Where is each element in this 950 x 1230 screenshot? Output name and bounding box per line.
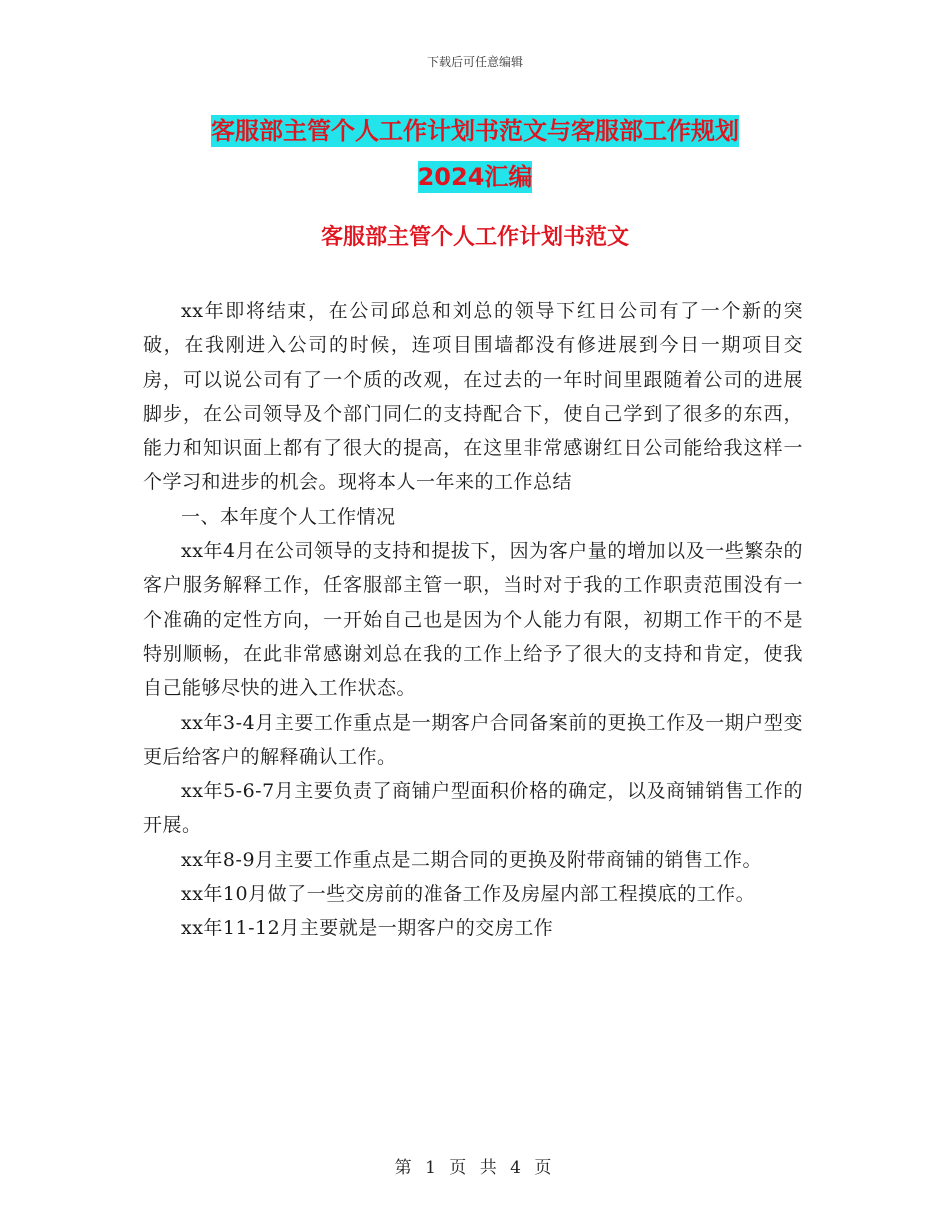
title-line-1: 客服部主管个人工作计划书范文与客服部工作规划 <box>211 117 739 145</box>
document-body <box>143 294 803 946</box>
header-note: 下载后可任意编辑 <box>426 55 523 69</box>
page-footer: 第 1 页 共 4 页 <box>394 1158 556 1178</box>
paragraph: xx年11-12月主要就是一期客户的交房工作 <box>181 917 554 940</box>
title-line-2: 2024汇编 <box>417 163 533 191</box>
paragraph: xx年4月在公司领导的支持和提拔下，因为客户量的增加以及一些繁杂的客户服务解释工作，任客服部主管一职，当时对于我的工作职责范围没有一个准确的定性方向，一开始自己也是因为个人能力有限，初期工作干的不是特别顺畅，在此非常感谢刘总在我的工作上给予了很大的支持和肯定，使我自己能够尽快的进入工作状态。 <box>143 540 803 700</box>
paragraph: xx年5-6-7月主要负责了商铺户型面积价格的确定，以及商铺销售工作的开展。 <box>143 780 803 837</box>
paragraph: xx年即将结束，在公司邱总和刘总的领导下红日公司有了一个新的突破，在我刚进入公司的时候，连项目围墙都没有修进展到今日一期项目交房，可以说公司有了一个质的改观，在过去的一年时间里跟随着公司的进展脚步，在公司领导及个部门同仁的支持配合下，使自己学到了很多的东西，能力和知识面上都有了很大的提高，在这里非常感谢红日公司能给我这样一个学习和进步的机会。现将本人一年来的工作总结 <box>143 300 803 494</box>
paragraph: 一、本年度个人工作情况 <box>181 505 396 528</box>
paragraph: xx年8-9月主要工作重点是二期合同的更换及附带商铺的销售工作。 <box>181 848 763 871</box>
section-title: 客服部主管个人工作计划书范文 <box>320 225 629 250</box>
document-title <box>0 108 950 200</box>
paragraph: xx年3-4月主要工作重点是一期客户合同备案前的更换工作及一期户型变更后给客户的解释确认工作。 <box>143 711 803 768</box>
paragraph: xx年10月做了一些交房前的准备工作及房屋内部工程摸底的工作。 <box>181 883 756 906</box>
